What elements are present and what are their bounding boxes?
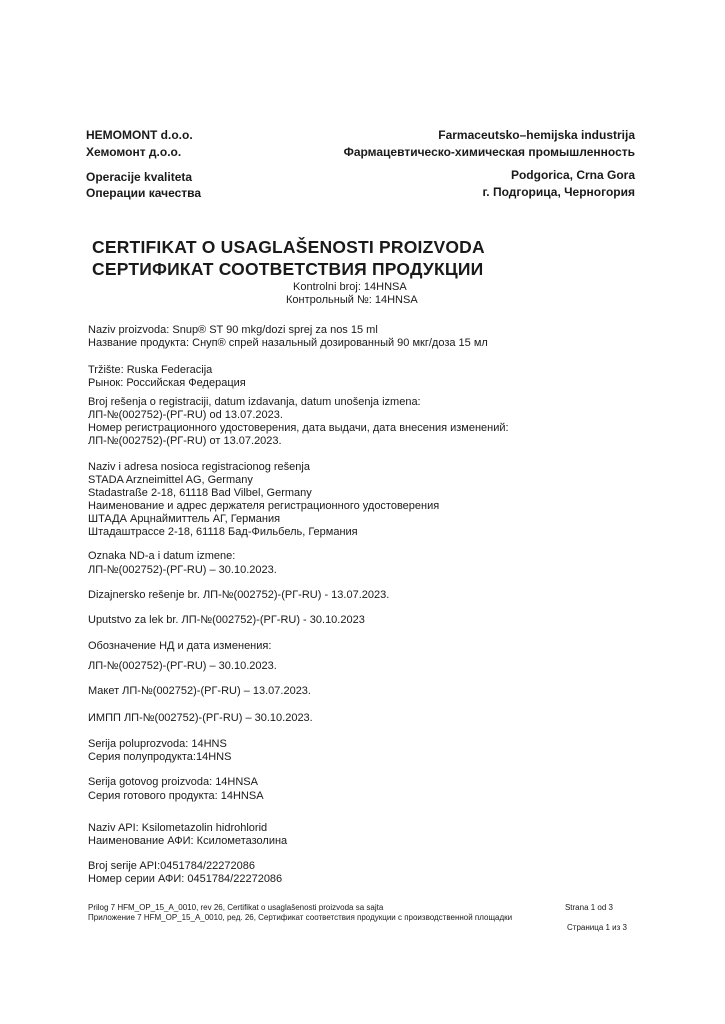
control-number-cyrillic: Контрольный №: 14HNSA [286,294,418,306]
nd-value-cyrillic: ЛП-№(002752)-(РГ-RU) – 30.10.2023. [88,660,277,672]
leaflet-latin: Uputstvo za lek br. ЛП-№(002752)-(РГ-RU) - 30.10.2023 [88,614,365,626]
holder-label-cyrillic: Наименование и адрес держателя регистрационного удостоверения [88,500,440,512]
page-number-latin: Strana 1 od 3 [564,903,613,912]
impp-cyrillic: ИМПП ЛП-№(002752)-(РГ-RU) – 30.10.2023. [88,712,313,724]
holder-address-cyrillic: Штадаштрассе 2-18, 61118 Бад-Фильбель, Германия [88,526,358,538]
api-batch-cyrillic: Номер серии АФИ: 0451784/22272086 [88,873,283,885]
api-name-cyrillic: Наименование АФИ: Ксилометазолина [88,835,288,847]
document-title-cyrillic: СЕРТИФИКАТ СООТВЕТСТВИЯ ПРОДУКЦИИ [92,259,484,279]
city-latin: Podgorica, Crna Gora [510,168,635,182]
footer-reference-latin: Prilog 7 HFM_OP_15_A_0010, rev 26, Certifikat o usaglašenosti proizvoda sa sajta [88,903,384,912]
product-name-latin: Naziv proizvoda: Snup® ST 90 mkg/dozi sprej za nos 15 ml [88,324,378,336]
page-number-cyrillic: Страница 1 из 3 [567,923,627,932]
industry-latin: Farmaceutsko–hemijska industrija [438,128,635,142]
footer-reference-cyrillic: Приложение 7 HFM_OP_15_A_0010, ред. 26, Сертификат соответствия продукции с производственной площадки [88,913,513,922]
registration-label-cyrillic: Номер регистрационного удостоверения, дата выдачи, дата внесения изменений: [88,422,509,434]
product-name-cyrillic: Название продукта: Снуп® спрей назальный дозированный 90 мкг/доза 15 мл [88,337,488,349]
holder-name-cyrillic: ШТАДА Арцнаймиттель АГ, Германия [88,513,281,525]
document-title-latin: CERTIFIKAT O USAGLAŠENOSTI PROIZVODA [92,237,485,257]
company-name-latin: HEMOMONT d.o.o. [86,128,193,142]
company-name-cyrillic: Хемомонт д.о.о. [86,145,182,159]
semi-product-batch-latin: Serija poluprozvoda: 14HNS [88,738,227,750]
city-cyrillic: г. Подгорица, Черногория [482,185,635,199]
nd-label-cyrillic: Обозначение НД и дата изменения: [88,640,272,652]
registration-label-latin: Broj rešenja o registraciji, datum izdavanja, datum unošenja izmena: [88,396,421,408]
semi-product-batch-cyrillic: Серия полупродукта:14HNS [88,751,232,763]
department-latin: Operacije kvaliteta [86,170,193,184]
department-cyrillic: Операции качества [86,186,202,200]
holder-name-latin: STADA Arzneimittel AG, Germany [88,474,253,486]
market-latin: Tržište: Ruska Federacija [88,364,213,376]
maket-cyrillic: Макет ЛП-№(002752)-(РГ-RU) – 13.07.2023. [88,685,311,697]
holder-address-latin: Stadastraße 2-18, 61118 Bad Vilbel, Germany [88,487,312,499]
registration-value-latin: ЛП-№(002752)-(РГ-RU) od 13.07.2023. [88,409,283,421]
control-number-latin: Kontrolni broj: 14HNSA [293,281,407,293]
holder-label-latin: Naziv i adresa nosioca registracionog rešenja [88,461,310,473]
nd-label-latin: Oznaka ND-a i datum izmene: [88,550,236,562]
finished-product-batch-cyrillic: Серия готового продукта: 14HNSA [88,790,264,802]
design-solution-latin: Dizajnersko rešenje br. ЛП-№(002752)-(РГ-RU) - 13.07.2023. [88,589,390,601]
market-cyrillic: Рынок: Российская Федерация [88,377,246,389]
registration-value-cyrillic: ЛП-№(002752)-(РГ-RU) от 13.07.2023. [88,435,282,447]
api-name-latin: Naziv API: Ksilometazolin hidrohlorid [88,822,268,834]
api-batch-latin: Broj serije API:0451784/22272086 [88,860,255,872]
finished-product-batch-latin: Serija gotovog proizvoda: 14HNSA [88,776,258,788]
nd-value-latin: ЛП-№(002752)-(РГ-RU) – 30.10.2023. [88,564,277,576]
industry-cyrillic: Фармацевтическо-химическая промышленность [343,145,635,159]
